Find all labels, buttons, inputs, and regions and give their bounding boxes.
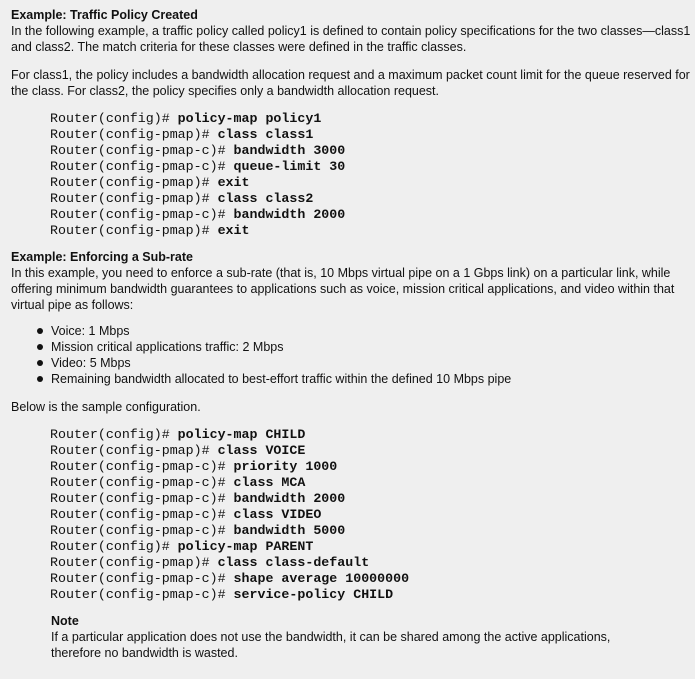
code-prompt: Router(config-pmap)# — [50, 191, 218, 206]
code-prompt: Router(config-pmap-c)# — [50, 459, 234, 474]
bullet-dot-icon — [37, 344, 43, 350]
code-line — [50, 159, 691, 175]
code-prompt: Router(config)# — [50, 111, 178, 126]
code-command: bandwidth 3000 — [233, 143, 346, 158]
code-prompt: Router(config-pmap)# — [50, 223, 218, 238]
code-line — [50, 175, 691, 191]
code-line — [50, 443, 691, 459]
code-command: class class-default — [217, 555, 370, 570]
bullet-item — [37, 339, 691, 355]
code-command: class VOICE — [217, 443, 306, 458]
code-line — [50, 491, 691, 507]
code-line — [50, 587, 691, 603]
code-command: exit — [217, 223, 250, 238]
code-prompt: Router(config-pmap-c)# — [50, 587, 234, 602]
code-line — [50, 127, 691, 143]
bullet-text: Voice: 1 Mbps — [51, 324, 130, 338]
code-prompt: Router(config-pmap-c)# — [50, 507, 234, 522]
bullet-dot-icon — [37, 328, 43, 334]
note-body: If a particular application does not use the bandwidth, it can be shared among the active applications, therefore no bandwidth is wasted. — [51, 630, 611, 660]
bullet-item — [37, 355, 691, 371]
code-line — [50, 427, 691, 443]
code-line — [50, 571, 691, 587]
code-line — [50, 523, 691, 539]
code-line — [50, 459, 691, 475]
bullet-dot-icon — [37, 360, 43, 366]
bullet-text: Video: 5 Mbps — [51, 356, 131, 370]
note-box — [11, 613, 691, 661]
code-command: exit — [217, 175, 250, 190]
code-command: class VIDEO — [233, 507, 322, 522]
code-prompt: Router(config-pmap-c)# — [50, 143, 234, 158]
section2-paragraph-2: Below is the sample configuration. — [11, 400, 201, 414]
code-line — [50, 539, 691, 555]
code-command: queue-limit 30 — [233, 159, 346, 174]
code-line — [50, 475, 691, 491]
code-command: class class2 — [217, 191, 314, 206]
code-line — [50, 207, 691, 223]
code-prompt: Router(config-pmap)# — [50, 175, 218, 190]
code-line — [50, 223, 691, 239]
code-command: policy-map CHILD — [177, 427, 306, 442]
code-line — [50, 191, 691, 207]
code-prompt: Router(config-pmap-c)# — [50, 475, 234, 490]
bullet-text: Mission critical applications traffic: 2 Mbps — [51, 340, 284, 354]
code-line — [50, 111, 691, 127]
code-prompt: Router(config-pmap-c)# — [50, 523, 234, 538]
code-command: class class1 — [217, 127, 314, 142]
note-title: Note — [51, 614, 79, 628]
bullet-item — [37, 323, 691, 339]
code-command: class MCA — [233, 475, 306, 490]
bullet-text: Remaining bandwidth allocated to best-effort traffic within the defined 10 Mbps pipe — [51, 372, 512, 386]
code-line — [50, 143, 691, 159]
code-block-child-parent — [11, 427, 691, 603]
code-prompt: Router(config-pmap)# — [50, 555, 218, 570]
bullet-item — [37, 371, 691, 387]
section1-paragraph-1: In the following example, a traffic policy called policy1 is defined to contain policy specifications for the two classes—class1 and class2. The match criteria for these classes were defined in the traffic classes. — [11, 24, 691, 54]
bullet-dot-icon — [37, 376, 43, 382]
code-command: shape average 10000000 — [233, 571, 410, 586]
section-heading-traffic-policy: Example: Traffic Policy Created — [11, 8, 198, 22]
code-command: service-policy CHILD — [233, 587, 394, 602]
code-prompt: Router(config-pmap-c)# — [50, 571, 234, 586]
code-command: policy-map PARENT — [177, 539, 314, 554]
document-page — [11, 7, 691, 661]
code-line — [50, 555, 691, 571]
code-prompt: Router(config-pmap-c)# — [50, 491, 234, 506]
code-command: priority 1000 — [233, 459, 338, 474]
code-prompt: Router(config-pmap)# — [50, 443, 218, 458]
section-heading-sub-rate: Example: Enforcing a Sub-rate — [11, 250, 193, 264]
section1-paragraph-2: For class1, the policy includes a bandwidth allocation request and a maximum packet count limit for the queue reserved for the class. For class2, the policy specifies only a bandwidth allocation request. — [11, 68, 690, 98]
code-prompt: Router(config-pmap-c)# — [50, 159, 234, 174]
code-prompt: Router(config)# — [50, 539, 178, 554]
code-command: policy-map policy1 — [177, 111, 322, 126]
code-command: bandwidth 2000 — [233, 207, 346, 222]
code-prompt: Router(config)# — [50, 427, 178, 442]
section2-paragraph-1: In this example, you need to enforce a sub-rate (that is, 10 Mbps virtual pipe on a 1 Gbps link) on a particular link, while offering minimum bandwidth guarantees to applications such as voice, mission critical applications, and video within that virtual pipe as follows: — [11, 266, 675, 312]
bandwidth-bullet-list — [11, 323, 691, 387]
code-line — [50, 507, 691, 523]
code-prompt: Router(config-pmap)# — [50, 127, 218, 142]
code-block-policy1 — [11, 111, 691, 239]
code-command: bandwidth 5000 — [233, 523, 346, 538]
code-command: bandwidth 2000 — [233, 491, 346, 506]
code-prompt: Router(config-pmap-c)# — [50, 207, 234, 222]
